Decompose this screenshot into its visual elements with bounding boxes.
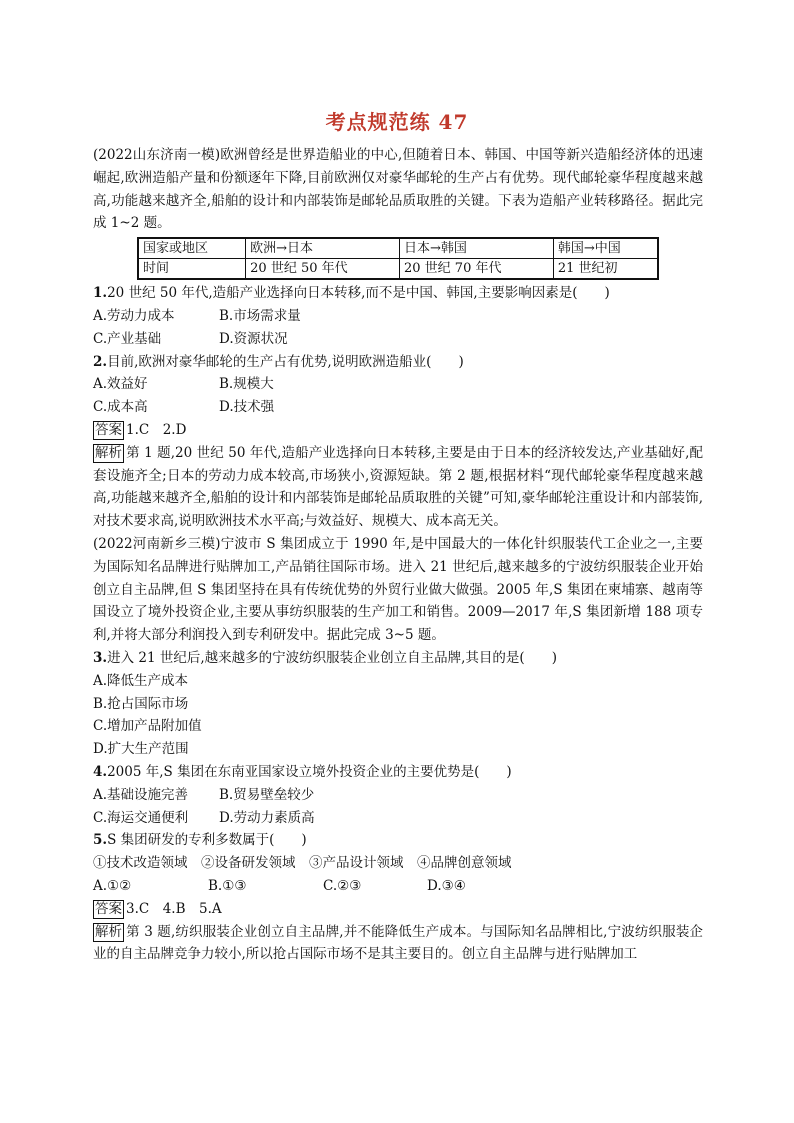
question-items: ①技术改造领域 ②设备研发领域 ③产品设计领域 ④品牌创意领域 xyxy=(93,855,512,872)
answer-tag: 答案 xyxy=(95,900,122,917)
explanation-tag: 解析 xyxy=(95,444,122,461)
question-3 xyxy=(93,647,703,670)
option-b: B.①③ xyxy=(208,877,247,894)
question-5 xyxy=(93,829,703,852)
options-row xyxy=(93,875,703,898)
option-d: D.资源状况 xyxy=(219,330,288,347)
passage-2: (2022河南新乡三模)宁波市 S 集团成立于 1990 年,是中国最大的一体化针织服装代工企业之一,主要为国际知名品牌进行贴牌加工,产品销往国际市场。进入 21 世纪后,越来越多的宁波纺织服装企业开始创立自主品牌,但 S 集团坚持在具有传统优势的外贸行业做大做强。2005 年,S 集团在柬埔寨、越南等国设立了境外投资企业,主要从事纺织服装的生产加工和销售。2009—2017 年,S 集团新增 188 项专利,并将大部分利润投入到专利研发中。据此完成 3~5 题。 xyxy=(93,535,703,644)
option-a: A.劳动力成本 xyxy=(93,307,175,324)
table-cell: 日本→韩国 xyxy=(400,238,554,259)
option-c: C.②③ xyxy=(323,877,362,894)
explanation-text: 第 1 题,20 世纪 50 年代,造船产业选择向日本转移,主要是由于日本的经济较发达,产业基础好,配套设施齐全;日本的劳动力成本较高,市场狭小,资源短缺。第 2 题,根据材料“现代邮轮豪华程度越来越高,功能越来越齐全,船舶的设计和内部装饰是邮轮品质取胜的关键”可知,豪华邮轮注重设计和内部装饰,对技术要求高,说明欧洲技术水平高;与效益好、规模大、成本高无关。 xyxy=(93,444,703,530)
question-text: 目前,欧洲对豪华邮轮的生产占有优势,说明欧洲造船业( ) xyxy=(107,353,464,370)
options-row xyxy=(93,784,703,807)
option-d: D.扩大生产范围 xyxy=(93,741,189,758)
explanation-tag: 解析 xyxy=(95,923,122,940)
industry-transfer-table xyxy=(137,237,659,280)
table-row xyxy=(138,238,658,259)
option-b: B.市场需求量 xyxy=(219,307,301,324)
options-row xyxy=(93,396,703,419)
option-b: B.贸易壁垒较少 xyxy=(219,786,315,803)
option-c: C.成本高 xyxy=(93,399,148,416)
explanation-block xyxy=(93,442,703,533)
option-b: B.抢占国际市场 xyxy=(93,695,189,712)
option-c: C.产业基础 xyxy=(93,330,162,347)
question-number: 1. xyxy=(93,285,108,302)
option-d: D.劳动力素质高 xyxy=(219,809,315,826)
options-row xyxy=(93,373,703,396)
answer-text: 3.C 4.B 5.A xyxy=(126,900,222,917)
explanation-text: 第 3 题,纺织服装企业创立自主品牌,并不能降低生产成本。与国际知名品牌相比,宁波纺织服装企业的自主品牌竞争力较小,所以抢占国际市场不是其主要目的。创立自主品牌与进行贴牌加工 xyxy=(93,923,703,963)
page-title: 考点规范练 47 xyxy=(325,110,469,134)
option-a: A.基础设施完善 xyxy=(93,786,189,803)
option-a: A.降低生产成本 xyxy=(93,672,189,689)
options-row xyxy=(93,807,703,830)
question-2 xyxy=(93,351,703,374)
option-c: C.海运交通便利 xyxy=(93,809,189,826)
content-body xyxy=(93,144,703,966)
question-text: S 集团研发的专利多数属于( ) xyxy=(107,832,307,849)
question-text: 2005 年,S 集团在东南亚国家设立境外投资企业的主要优势是( ) xyxy=(107,763,512,780)
question-text: 20 世纪 50 年代,造船产业选择向日本转移,而不是中国、韩国,主要影响因素是( ) xyxy=(107,285,610,302)
table-cell: 21 世纪初 xyxy=(553,259,658,280)
table-cell: 20 世纪 70 年代 xyxy=(400,259,554,280)
answer-text: 1.C 2.D xyxy=(126,421,187,438)
answer-block xyxy=(93,419,703,442)
answer-block xyxy=(93,898,703,921)
option-a: A.效益好 xyxy=(93,376,148,393)
question-text: 进入 21 世纪后,越来越多的宁波纺织服装企业创立自主品牌,其目的是( ) xyxy=(107,649,557,666)
question-number: 5. xyxy=(93,832,108,849)
option-c: C.增加产品附加值 xyxy=(93,718,202,735)
explanation-block xyxy=(93,921,703,967)
options-row xyxy=(93,328,703,351)
option-b: B.规模大 xyxy=(219,376,274,393)
option-d: D.技术强 xyxy=(219,399,275,416)
option-a: A.①② xyxy=(93,877,132,894)
question-1 xyxy=(93,282,703,305)
table-cell: 欧洲→日本 xyxy=(246,238,400,259)
options-row xyxy=(93,305,703,328)
table-cell: 韩国→中国 xyxy=(553,238,658,259)
table-row xyxy=(138,259,658,280)
question-4 xyxy=(93,761,703,784)
table-cell: 国家或地区 xyxy=(138,238,246,259)
question-number: 2. xyxy=(93,353,108,370)
answer-tag: 答案 xyxy=(95,421,122,438)
table-cell: 时间 xyxy=(138,259,246,280)
passage-1: (2022山东济南一模)欧洲曾经是世界造船业的中心,但随着日本、韩国、中国等新兴造船经济体的迅速崛起,欧洲造船产量和份额逐年下降,目前欧洲仅对豪华邮轮的生产占有优势。现代邮轮豪华程度越来越高,功能越来越齐全,船舶的设计和内部装饰是邮轮品质取胜的关键。下表为造船产业转移路径。据此完成 1~2 题。 xyxy=(93,147,703,232)
table-cell: 20 世纪 50 年代 xyxy=(246,259,400,280)
question-number: 3. xyxy=(93,649,108,666)
option-d: D.③④ xyxy=(427,877,466,894)
question-number: 4. xyxy=(93,763,108,780)
